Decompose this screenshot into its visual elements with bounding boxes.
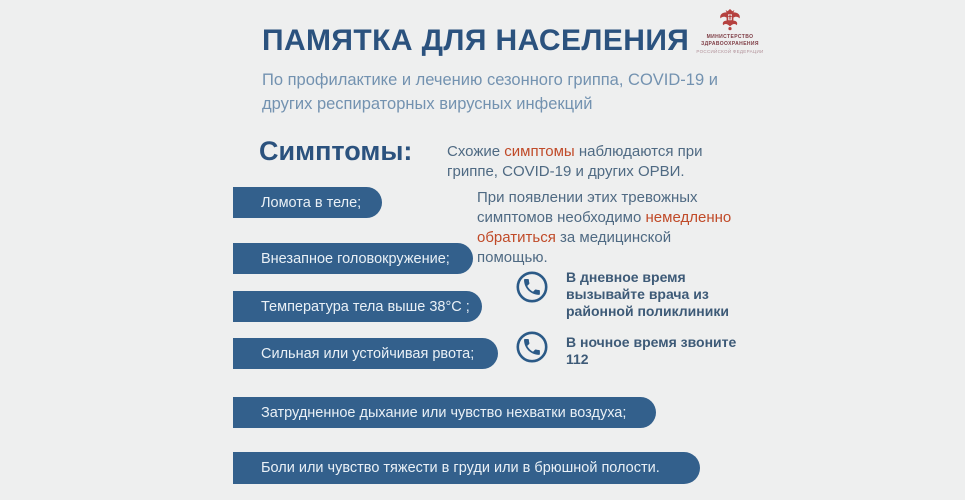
warning-note — [477, 188, 739, 268]
similar-symptoms-note — [447, 142, 703, 182]
night-contact-text: В ночное время звоните 112 — [566, 334, 737, 367]
ministry-emblem-icon — [717, 8, 743, 32]
ministry-name-line2: ЗДРАВООХРАНЕНИЯ — [701, 41, 759, 47]
symptom-pill: Температура тела выше 38°С ; — [233, 291, 482, 322]
page-title: ПАМЯТКА ДЛЯ НАСЕЛЕНИЯ — [262, 24, 690, 57]
symptom-pill: Ломота в теле; — [233, 187, 382, 218]
symptoms-heading: Симптомы: — [259, 136, 413, 166]
similar-note-accent: симптомы — [504, 143, 575, 160]
symptom-pill: Затрудненное дыхание или чувство нехватки воздуха; — [233, 397, 656, 428]
phone-icon — [516, 271, 548, 303]
symptom-pill: Боли или чувство тяжести в груди или в брюшной полости. — [233, 452, 700, 484]
ministry-name-line1: МИНИСТЕРСТВО — [706, 34, 754, 40]
similar-note-prefix: Схожие — [447, 143, 505, 160]
ministry-name-line3: РОССИЙСКОЙ ФЕДЕРАЦИИ — [696, 49, 764, 54]
warning-note-prefix: При появлении этих тревожных симптомов необходимо — [477, 189, 698, 226]
phone-icon — [516, 331, 548, 363]
similar-note-suffix: наблюдаются при гриппе, COVID-19 и других ОРВИ. — [447, 143, 703, 180]
warning-note-suffix: за медицинской помощью. — [477, 229, 672, 266]
warning-note-accent: немедленно обратиться — [477, 209, 732, 246]
page-subtitle: По профилактике и лечению сезонного гриппа, COVID-19 и других респираторных вирусных инфекций — [262, 71, 718, 113]
daytime-contact-text: В дневное время вызывайте врача из районной поликлиники — [566, 269, 729, 319]
symptom-pill: Сильная или устойчивая рвота; — [233, 338, 498, 369]
ministry-logo — [688, 8, 772, 55]
symptom-pill: Внезапное головокружение; — [233, 243, 473, 274]
